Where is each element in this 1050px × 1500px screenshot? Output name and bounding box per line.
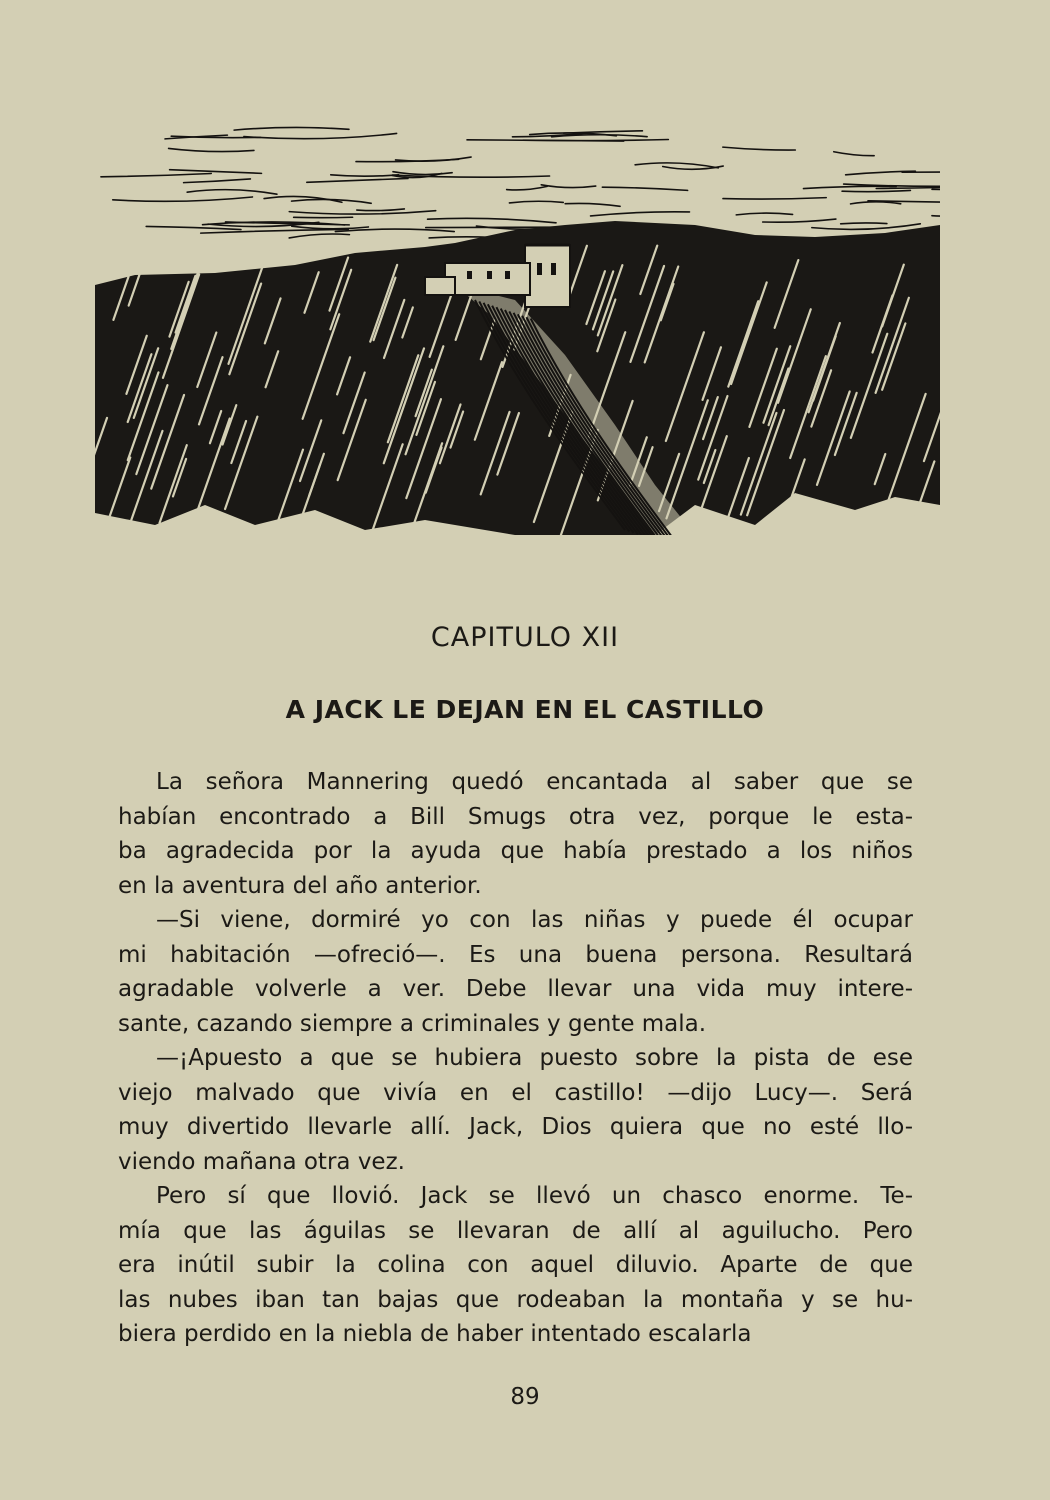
text-line: era inútil subir la colina con aquel diluvio. Aparte de que xyxy=(118,1252,913,1278)
cloud-stroke xyxy=(393,172,452,175)
cloud-stroke xyxy=(932,213,940,216)
cloud-stroke xyxy=(635,163,718,168)
cloud-stroke xyxy=(234,127,349,130)
cloud-stroke xyxy=(184,179,251,183)
cloud-stroke xyxy=(292,226,369,229)
cloud-stroke xyxy=(357,209,405,211)
cloud-stroke xyxy=(289,211,435,214)
cloud-stroke xyxy=(201,229,349,233)
cloud-stroke xyxy=(113,197,253,201)
cloud-stroke xyxy=(723,147,795,150)
text-line: las nubes iban tan bajas que rodeaban la montaña y se hu- xyxy=(118,1286,913,1313)
cloud-stroke xyxy=(509,201,563,203)
cloud-stroke xyxy=(736,213,792,215)
paragraph xyxy=(118,1041,913,1179)
text-line: habían encontrado a Bill Smugs otra vez, porque le esta- xyxy=(118,803,913,830)
page-number: 89 xyxy=(510,1384,540,1410)
cloud-stroke xyxy=(851,202,901,204)
text-line: mi habitación —ofreció—. Es una buena persona. Resultará xyxy=(118,941,913,968)
cloud-stroke xyxy=(591,212,690,216)
cloud-stroke xyxy=(763,219,836,222)
paragraph xyxy=(118,765,913,903)
cloud-stroke xyxy=(541,185,595,188)
text-line: ba agradecida por la ayuda que había prestado a los niños xyxy=(118,838,913,864)
cloud-stroke xyxy=(307,178,408,182)
cloud-stroke xyxy=(565,203,620,206)
text-line: biera perdido en la niebla de haber intentado escalarla xyxy=(118,1321,752,1347)
cloud-stroke xyxy=(289,234,349,238)
cloud-stroke xyxy=(187,190,277,195)
chapter-number: CAPITULO XII xyxy=(430,622,620,653)
cloud-stroke xyxy=(552,135,648,137)
cloud-stroke xyxy=(146,226,241,229)
cloud-stroke xyxy=(170,170,262,174)
cloud-stroke xyxy=(723,198,826,199)
cloud-stroke xyxy=(428,218,556,222)
cloud-stroke xyxy=(812,224,920,230)
cloud-stroke xyxy=(331,175,399,176)
text-line: Pero sí que llovió. Jack se llevó un chasco enorme. Te- xyxy=(156,1183,913,1209)
cloud-stroke xyxy=(101,173,211,176)
cloud-stroke xyxy=(335,229,454,232)
cloud-stroke xyxy=(932,189,940,190)
cloud-stroke xyxy=(507,186,547,190)
chapter-title: A JACK LE DEJAN EN EL CASTILLO xyxy=(285,695,765,724)
text-line: mía que las águilas se llevaran de allí al aguilucho. Pero xyxy=(118,1217,913,1244)
text-line: viejo malvado que vivía en el castillo! —dijo Lucy—. Será xyxy=(118,1079,913,1106)
cloud-stroke xyxy=(244,133,397,138)
paragraph xyxy=(118,1179,913,1352)
text-line: La señora Mannering quedó encantada al saber que se xyxy=(156,769,913,795)
text-line: muy divertido llevarle allí. Jack, Dios quiera que no esté llo- xyxy=(118,1114,913,1140)
text-line: agradable volverle a ver. Debe llevar una vida muy intere- xyxy=(118,976,913,1002)
text-line: en la aventura del año anterior. xyxy=(118,872,482,899)
text-line: —Si viene, dormiré yo con las niñas y puede él ocupar xyxy=(156,907,913,933)
paragraph xyxy=(118,903,913,1041)
cloud-stroke xyxy=(602,187,687,190)
text-line: —¡Apuesto a que se hubiera puesto sobre la pista de ese xyxy=(156,1045,913,1071)
text-line: sante, cazando siempre a criminales y gente mala. xyxy=(118,1010,707,1037)
cloud-stroke xyxy=(841,223,887,224)
body-text xyxy=(118,765,913,1352)
text-line: viendo mañana otra vez. xyxy=(118,1148,405,1175)
cloud-stroke xyxy=(842,190,910,191)
cloud-stroke xyxy=(169,148,254,151)
cloud-stroke xyxy=(834,152,874,156)
stormy-castle-on-mountain-illustration xyxy=(95,125,940,535)
